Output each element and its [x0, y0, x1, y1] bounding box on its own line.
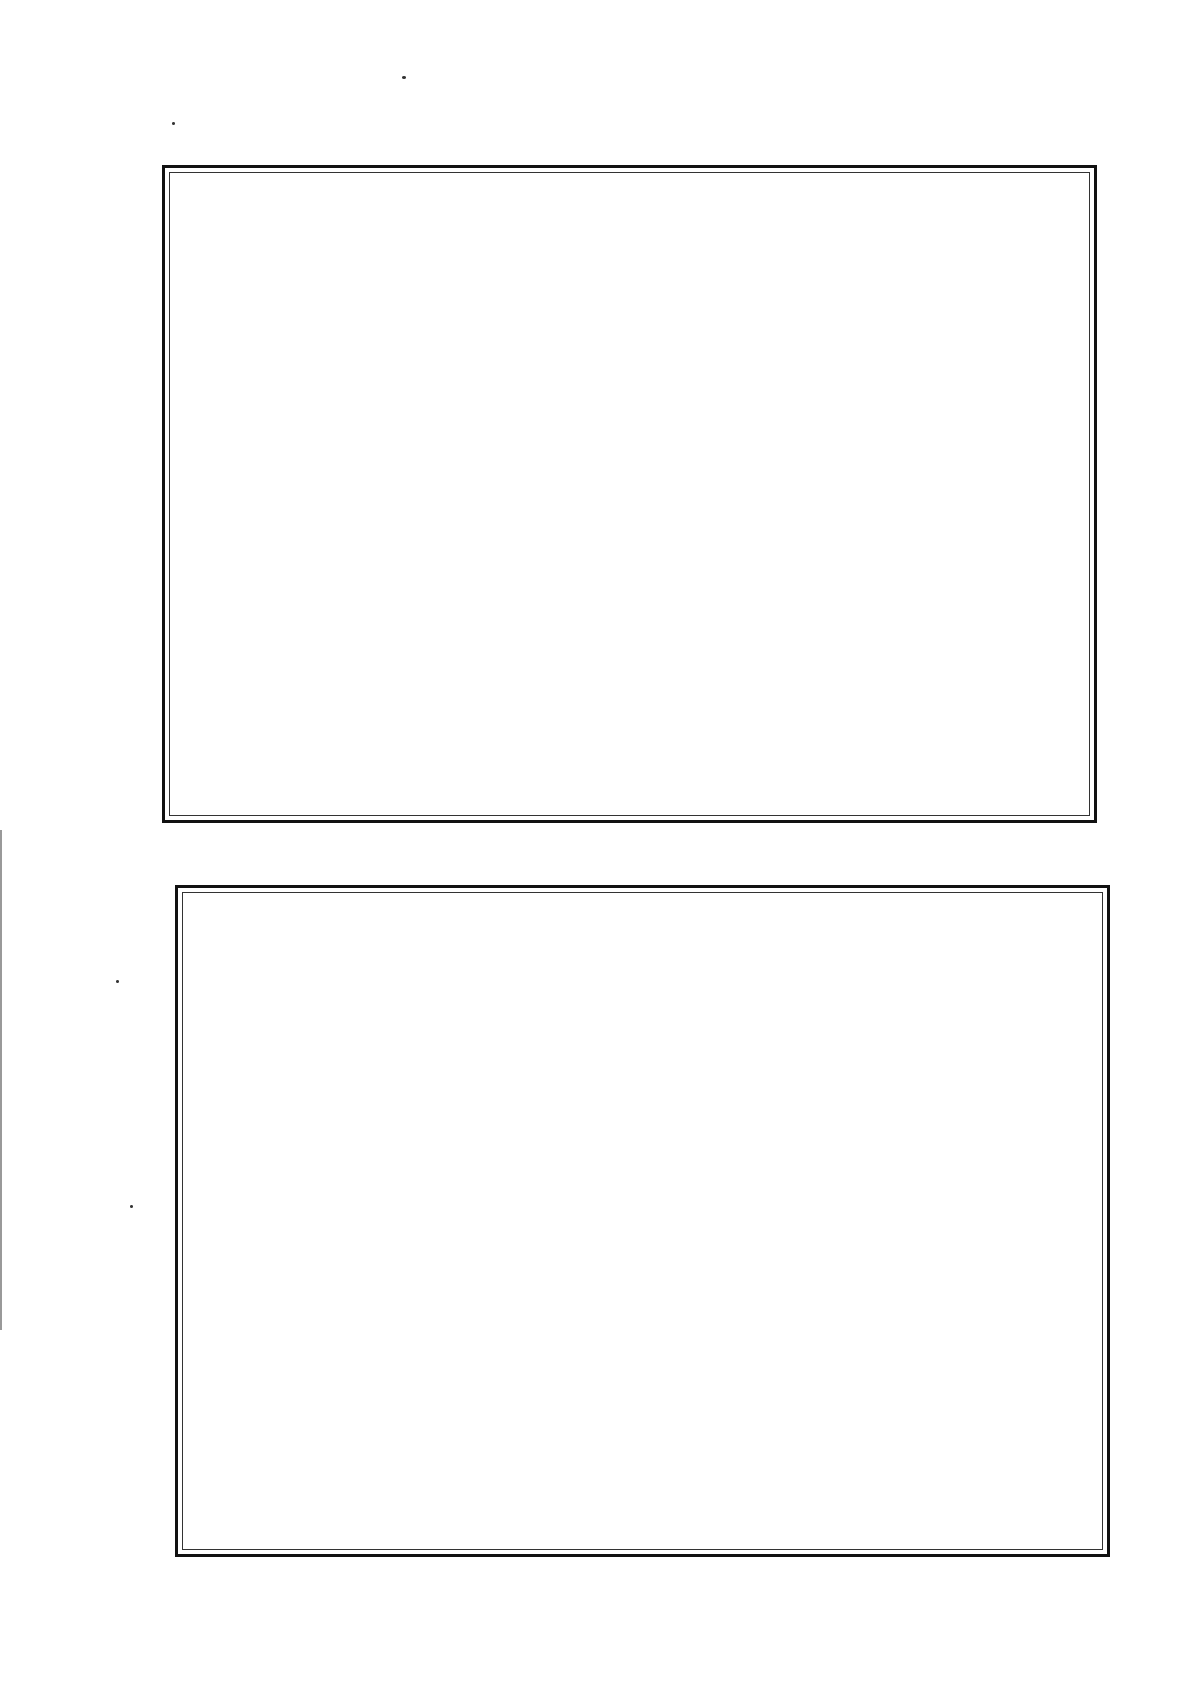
speck	[402, 76, 406, 79]
scan-edge-line	[0, 830, 2, 1330]
speck	[172, 122, 175, 125]
genealogy-page-24	[175, 885, 1110, 1557]
genealogy-page-23	[162, 165, 1097, 823]
speck	[116, 980, 119, 983]
speck	[130, 1205, 133, 1208]
